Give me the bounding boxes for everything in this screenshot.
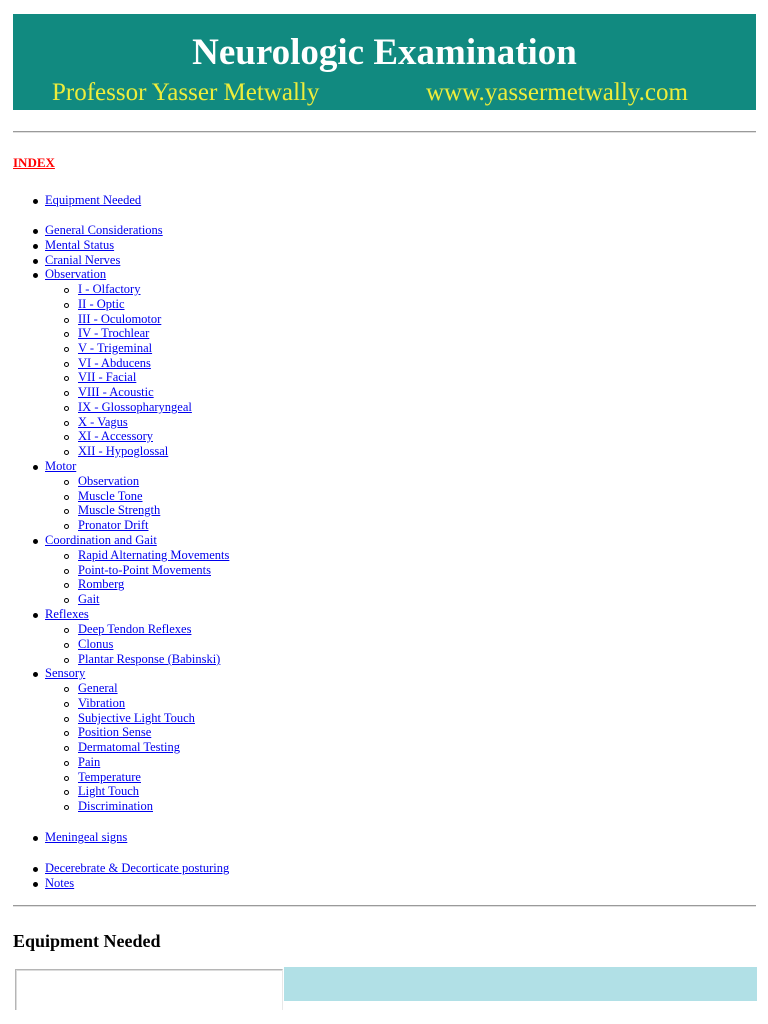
bullet-icon	[33, 836, 38, 841]
toc-sublink[interactable]: Romberg	[78, 577, 125, 591]
toc-sublink[interactable]: VIII - Acoustic	[78, 385, 154, 399]
circle-bullet-icon	[64, 687, 69, 692]
circle-bullet-icon	[64, 658, 69, 663]
divider-bottom	[13, 905, 756, 907]
toc-sublink[interactable]: Plantar Response (Babinski)	[78, 652, 221, 666]
bullet-icon	[33, 672, 38, 677]
toc-sublink[interactable]: Pain	[78, 755, 101, 769]
toc-sublink[interactable]: Discrimination	[78, 799, 153, 813]
toc-sublink[interactable]: Vibration	[78, 696, 126, 710]
toc-sublink[interactable]: Point-to-Point Movements	[78, 563, 211, 577]
bullet-icon	[33, 882, 38, 887]
toc-link[interactable]: Sensory	[45, 666, 86, 680]
toc-sublink[interactable]: III - Oculomotor	[78, 312, 162, 326]
toc-sublink[interactable]: Pronator Drift	[78, 518, 149, 532]
circle-bullet-icon	[64, 362, 69, 367]
circle-bullet-icon	[64, 391, 69, 396]
bullet-icon	[33, 199, 38, 204]
header-banner	[13, 14, 756, 110]
toc-sublink[interactable]: Temperature	[78, 770, 141, 784]
bullet-icon	[33, 465, 38, 470]
toc-sublink[interactable]: Position Sense	[78, 725, 152, 739]
bullet-icon	[33, 539, 38, 544]
toc-sublink[interactable]: Clonus	[78, 637, 114, 651]
circle-bullet-icon	[64, 495, 69, 500]
circle-bullet-icon	[64, 569, 69, 574]
section-heading: Equipment Needed	[13, 931, 161, 951]
toc-sublink[interactable]: Gait	[78, 592, 100, 606]
toc-sublink[interactable]: IX - Glossopharyngeal	[78, 400, 192, 414]
circle-bullet-icon	[64, 554, 69, 559]
toc-link[interactable]: Motor	[45, 459, 77, 473]
table-cell-empty	[15, 969, 283, 1010]
toc-sublink[interactable]: IV - Trochlear	[78, 326, 150, 340]
toc-link[interactable]: Coordination and Gait	[45, 533, 157, 547]
page-title: Neurologic Examination	[192, 32, 577, 73]
bullet-icon	[33, 273, 38, 278]
divider-top	[13, 131, 756, 133]
toc-sublink[interactable]: VI - Abducens	[78, 356, 151, 370]
circle-bullet-icon	[64, 702, 69, 707]
bullet-icon	[33, 613, 38, 618]
circle-bullet-icon	[64, 303, 69, 308]
circle-bullet-icon	[64, 406, 69, 411]
bullet-icon	[33, 244, 38, 249]
toc-sublink[interactable]: V - Trigeminal	[78, 341, 153, 355]
circle-bullet-icon	[64, 288, 69, 293]
toc-sublink[interactable]: XI - Accessory	[78, 429, 153, 443]
circle-bullet-icon	[64, 480, 69, 485]
toc-link[interactable]: Notes	[45, 876, 75, 890]
toc-link[interactable]: Reflexes	[45, 607, 89, 621]
toc-sublink[interactable]: XII - Hypoglossal	[78, 444, 169, 458]
toc-sublink[interactable]: I - Olfactory	[78, 282, 141, 296]
bullet-icon	[33, 259, 38, 264]
circle-bullet-icon	[64, 318, 69, 323]
toc-link[interactable]: Observation	[45, 267, 107, 281]
circle-bullet-icon	[64, 509, 69, 514]
toc-sublink[interactable]: Subjective Light Touch	[78, 711, 195, 725]
circle-bullet-icon	[64, 332, 69, 337]
circle-bullet-icon	[64, 376, 69, 381]
bullet-icon	[33, 229, 38, 234]
toc-sublink[interactable]: Deep Tendon Reflexes	[78, 622, 192, 636]
circle-bullet-icon	[64, 598, 69, 603]
circle-bullet-icon	[64, 790, 69, 795]
toc-sublink[interactable]: Muscle Tone	[78, 489, 143, 503]
circle-bullet-icon	[64, 776, 69, 781]
toc-link[interactable]: Decerebrate & Decorticate posturing	[45, 861, 230, 875]
circle-bullet-icon	[64, 805, 69, 810]
toc-sublink[interactable]: Rapid Alternating Movements	[78, 548, 230, 562]
site-url: www.yassermetwally.com	[426, 79, 688, 106]
author-name: Professor Yasser Metwally	[52, 79, 320, 106]
circle-bullet-icon	[64, 583, 69, 588]
circle-bullet-icon	[64, 761, 69, 766]
toc-link[interactable]: Meningeal signs	[45, 830, 128, 844]
index-link[interactable]: INDEX	[13, 155, 55, 170]
circle-bullet-icon	[64, 450, 69, 455]
circle-bullet-icon	[64, 731, 69, 736]
toc-sublink[interactable]: II - Optic	[78, 297, 125, 311]
circle-bullet-icon	[64, 643, 69, 648]
circle-bullet-icon	[64, 746, 69, 751]
toc-link[interactable]: Mental Status	[45, 238, 115, 252]
circle-bullet-icon	[64, 435, 69, 440]
circle-bullet-icon	[64, 717, 69, 722]
toc-sublink[interactable]: X - Vagus	[78, 415, 128, 429]
toc-sublink[interactable]: Observation	[78, 474, 140, 488]
circle-bullet-icon	[64, 421, 69, 426]
circle-bullet-icon	[64, 347, 69, 352]
toc-sublink[interactable]: Muscle Strength	[78, 503, 161, 517]
toc-sublink[interactable]: VII - Facial	[78, 370, 137, 384]
toc-sublink[interactable]: Light Touch	[78, 784, 140, 798]
toc-link[interactable]: Equipment Needed	[45, 193, 142, 207]
toc-link[interactable]: Cranial Nerves	[45, 253, 121, 267]
toc-sublink[interactable]: General	[78, 681, 118, 695]
toc-sublink[interactable]: Dermatomal Testing	[78, 740, 180, 754]
table-header-cell	[284, 967, 757, 1001]
toc-link[interactable]: General Considerations	[45, 223, 163, 237]
circle-bullet-icon	[64, 524, 69, 529]
circle-bullet-icon	[64, 628, 69, 633]
bullet-icon	[33, 867, 38, 872]
